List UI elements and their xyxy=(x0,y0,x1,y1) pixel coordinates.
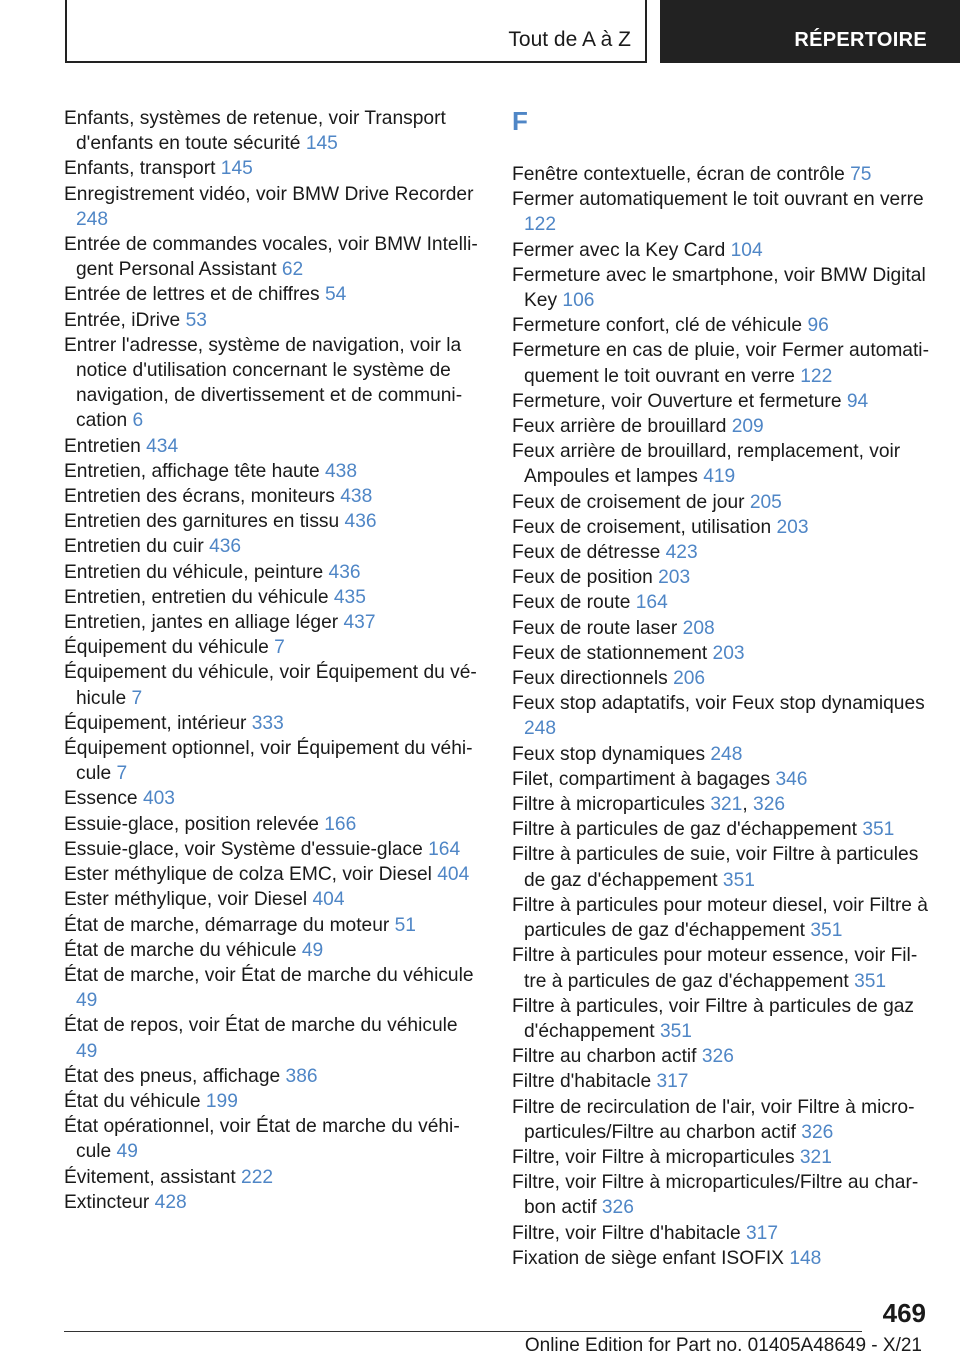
index-entry xyxy=(512,187,932,237)
index-entry-term: Feux arrière de brouillard, remplacement, voir Ampoules et lampes xyxy=(512,441,901,488)
page-reference-link[interactable]: 248 xyxy=(524,718,557,740)
index-entry-term: Filtre d'habitacle xyxy=(512,1071,652,1093)
index-entry-term: Fenêtre contextuelle, écran de contrôle xyxy=(512,164,845,185)
header-chapter-title: RÉPERTOIRE xyxy=(794,29,927,51)
index-entry xyxy=(512,263,932,313)
index-entry-term: Enregistrement vidéo, voir BMW Drive Recorder xyxy=(64,183,474,205)
index-entry-term: Entrée, iDrive xyxy=(64,309,181,331)
index-entry xyxy=(512,1095,932,1145)
index-entry-term: Feux de stationnement xyxy=(512,642,708,664)
page-reference-link[interactable]: 53 xyxy=(185,309,207,331)
index-entry-term: Enfants, transport xyxy=(64,158,216,180)
page-reference-link[interactable]: 148 xyxy=(789,1247,822,1269)
index-entry xyxy=(64,333,484,434)
page-reference-link[interactable]: 435 xyxy=(333,586,366,608)
page-reference-link[interactable]: 51 xyxy=(394,914,416,936)
index-entry xyxy=(64,156,484,181)
page-reference-link[interactable]: 321 xyxy=(710,794,743,816)
page-reference-link[interactable]: 7 xyxy=(274,637,285,659)
index-entry xyxy=(512,994,932,1044)
page-reference-link[interactable]: 326 xyxy=(601,1197,634,1219)
page-reference-link[interactable]: 203 xyxy=(712,642,745,664)
page-reference-link[interactable]: 166 xyxy=(324,813,357,835)
index-entry-term: Feux stop dynamiques xyxy=(512,743,706,765)
index-entry-term: État de marche, voir État de marche du véhicule xyxy=(64,964,474,986)
page-reference-link[interactable]: 436 xyxy=(328,561,361,583)
page-reference-link[interactable]: 351 xyxy=(722,869,755,891)
index-entry-term: Entretien, entretien du véhicule xyxy=(64,586,329,608)
page-reference-link[interactable]: 7 xyxy=(116,763,128,785)
index-entry xyxy=(512,666,932,691)
index-entry-term: Filet, compartiment à bagages xyxy=(512,768,771,790)
index-entry xyxy=(64,736,484,786)
index-entry-term: Fixation de siège enfant ISOFIX xyxy=(512,1247,784,1269)
index-entry xyxy=(64,560,484,585)
page-reference-link[interactable]: 145 xyxy=(220,158,253,180)
page-reference-link[interactable]: 438 xyxy=(340,486,373,508)
index-entry-term: Évitement, assistant xyxy=(64,1166,236,1188)
page-reference-link[interactable]: 404 xyxy=(312,889,345,911)
index-entry xyxy=(64,106,484,156)
page-reference-link[interactable]: 248 xyxy=(710,743,743,765)
index-entry-term: État des pneus, affichage xyxy=(64,1065,281,1087)
page-reference-link[interactable]: 321 xyxy=(799,1146,832,1168)
index-entry-term: Filtre à particules de gaz d'échappement xyxy=(512,819,857,841)
index-entry-term: Fermer automatiquement le toit ouvrant en verre xyxy=(512,189,924,211)
page-reference-link[interactable]: 145 xyxy=(305,133,338,155)
index-entry xyxy=(64,1114,484,1164)
page-reference-link[interactable]: 94 xyxy=(846,390,869,412)
index-entry xyxy=(64,837,484,862)
page-reference-link[interactable]: 49 xyxy=(76,990,98,1012)
footer-rule xyxy=(64,1331,862,1332)
page-reference-link[interactable]: 423 xyxy=(665,542,698,564)
index-entry xyxy=(64,534,484,559)
index-entry xyxy=(512,1246,932,1271)
page-reference-link[interactable]: 54 xyxy=(324,284,347,306)
index-entry xyxy=(64,1064,484,1089)
index-entry-term: Fermeture avec le smartphone, voir BMW Digital Key xyxy=(512,264,926,312)
page-reference-link[interactable]: 206 xyxy=(673,668,706,690)
index-entry-term: Filtre à particules, voir Filtre à particules de gaz d'échappement xyxy=(512,995,915,1042)
index-entry-term: Filtre à microparticules xyxy=(512,794,705,816)
index-entry-term: Feux arrière de brouillard xyxy=(512,416,727,438)
page-reference-link[interactable]: 208 xyxy=(682,617,715,639)
index-entry xyxy=(512,817,932,842)
page-reference-link[interactable]: 106 xyxy=(562,290,595,312)
index-entry-term: Équipement du véhicule xyxy=(64,637,269,659)
page-reference-link[interactable]: 209 xyxy=(731,416,764,438)
index-entry-term: Filtre au charbon actif xyxy=(512,1046,697,1068)
index-entry xyxy=(512,893,932,943)
index-entry-term: Ester méthylique, voir Diesel xyxy=(64,889,308,911)
index-entry-term: Entretien, affichage tête haute xyxy=(64,460,320,482)
page-reference-link[interactable]: 205 xyxy=(749,491,782,513)
page-reference-link[interactable]: 403 xyxy=(142,788,175,810)
index-entry xyxy=(512,1069,932,1094)
index-entry xyxy=(512,238,932,263)
index-entry xyxy=(512,842,932,892)
index-entry-term: Ester méthylique de colza EMC, voir Diesel xyxy=(64,864,432,886)
index-entry xyxy=(512,641,932,666)
page-reference-link[interactable]: 437 xyxy=(343,612,376,634)
index-entry-term: Feux directionnels xyxy=(512,668,668,690)
header-section-tab xyxy=(65,0,647,63)
index-entry xyxy=(512,616,932,641)
index-entry xyxy=(512,414,932,439)
index-entry-term: Feux stop adaptatifs, voir Feux stop dynamiques xyxy=(512,693,925,715)
index-entry-term: Entretien du cuir xyxy=(64,536,204,558)
footer-edition-text: Online Edition for Part no. 01405A48649 - X/21 xyxy=(524,1335,922,1356)
page-reference-link[interactable]: 199 xyxy=(205,1090,238,1112)
page-reference-link[interactable]: 104 xyxy=(730,239,763,261)
index-entry xyxy=(512,490,932,515)
page-reference-link[interactable]: 404 xyxy=(437,864,470,886)
index-entry xyxy=(512,1145,932,1170)
page-reference-link[interactable]: 419 xyxy=(703,466,736,488)
index-entry-term: État de repos, voir État de marche du véhicule xyxy=(64,1015,458,1037)
index-entry xyxy=(512,162,932,187)
index-entry-term: Feux de route xyxy=(512,592,631,614)
index-entry-term: Entretien, jantes en alliage léger xyxy=(64,612,339,634)
page-reference-link[interactable]: 7 xyxy=(131,687,143,709)
page-reference-link[interactable]: 351 xyxy=(810,920,843,942)
page-reference-link[interactable]: 438 xyxy=(325,460,358,482)
index-entry-term: Équipement du véhicule, voir Équipement du véhicule xyxy=(64,662,477,709)
page-reference-link[interactable]: 96 xyxy=(807,315,829,337)
page-reference-link[interactable]: 203 xyxy=(658,567,691,589)
page-reference-link[interactable]: 122 xyxy=(524,214,557,236)
index-entry xyxy=(64,963,484,1013)
page-reference-link[interactable]: 428 xyxy=(154,1191,187,1213)
page-reference-link[interactable]: 62 xyxy=(281,259,304,281)
page-reference-link[interactable]: 436 xyxy=(344,511,377,533)
index-entry xyxy=(64,585,484,610)
page-reference-link[interactable]: 326 xyxy=(753,794,786,816)
page-reference-link[interactable]: 351 xyxy=(659,1020,692,1042)
index-column-left xyxy=(64,106,484,1215)
page-reference-link[interactable]: 164 xyxy=(428,838,461,860)
index-entry xyxy=(64,484,484,509)
index-entry xyxy=(64,786,484,811)
page-reference-link[interactable]: 386 xyxy=(285,1065,318,1087)
index-entry xyxy=(64,1190,484,1215)
page-reference-link[interactable]: 351 xyxy=(862,819,895,841)
index-entry-term: Feux de croisement de jour xyxy=(512,491,745,513)
index-entry-term: Filtre de recirculation de l'air, voir Filtre à microparticules/Filtre au charbon actif xyxy=(512,1096,915,1143)
index-entry-term: Essence xyxy=(64,788,138,810)
index-entry-term: Entrée de lettres et de chiffres xyxy=(64,284,320,306)
index-entry: Filtre à microparticules 321, 326 xyxy=(512,794,786,816)
index-entry-term: Fermeture, voir Ouverture et fermeture xyxy=(512,390,842,412)
index-entry xyxy=(64,635,484,660)
page-reference-link[interactable]: 222 xyxy=(241,1166,274,1188)
index-entry-term: Feux de position xyxy=(512,567,653,589)
index-entry xyxy=(512,1221,932,1246)
index-entry xyxy=(512,439,932,489)
index-entry xyxy=(64,232,484,282)
index-entry xyxy=(64,711,484,736)
page-reference-link[interactable]: 49 xyxy=(76,1040,98,1062)
index-entry-term: Fermeture confort, clé de véhicule xyxy=(512,315,803,337)
page-reference-link[interactable]: 436 xyxy=(209,536,242,558)
index-entry xyxy=(64,862,484,887)
index-entry xyxy=(512,691,932,741)
index-entry xyxy=(512,767,932,792)
index-entry xyxy=(64,887,484,912)
index-entry-term: Entretien xyxy=(64,435,141,457)
page-reference-link[interactable]: 6 xyxy=(132,410,144,432)
page-reference-link[interactable]: 434 xyxy=(146,435,179,457)
index-entry xyxy=(512,1170,932,1220)
index-entry xyxy=(64,308,484,333)
index-entry xyxy=(64,610,484,635)
index-column-right xyxy=(512,106,932,1271)
index-entry xyxy=(64,660,484,710)
index-entry xyxy=(64,434,484,459)
index-entry-term: Fermeture en cas de pluie, voir Fermer automatiquement le toit ouvrant en verre xyxy=(512,340,929,387)
index-entry-term: Entretien des écrans, moniteurs xyxy=(64,486,335,508)
index-entry xyxy=(64,913,484,938)
page-reference-link[interactable]: 326 xyxy=(701,1046,734,1068)
index-entry xyxy=(64,459,484,484)
page-reference-link[interactable]: 122 xyxy=(800,365,833,387)
index-entry xyxy=(512,590,932,615)
index-entry-term: Feux de route laser xyxy=(512,617,678,639)
index-entry-term: Filtre, voir Filtre d'habitacle xyxy=(512,1222,741,1244)
header-section-title: Tout de A à Z xyxy=(508,28,631,51)
index-entry xyxy=(64,938,484,963)
index-entry xyxy=(512,943,932,993)
page-reference-link[interactable]: 333 xyxy=(251,712,284,734)
page-reference-link[interactable]: 248 xyxy=(76,208,109,230)
index-letter-heading: F xyxy=(512,106,528,136)
page-reference-link[interactable]: 351 xyxy=(854,970,887,992)
index-entry-term: État de marche, démarrage du moteur xyxy=(64,914,390,936)
header-chapter-tab xyxy=(660,0,960,63)
index-entry-term: Entrée de commandes vocales, voir BMW Intelligent Personal Assistant xyxy=(64,234,478,281)
page-reference-link[interactable]: 49 xyxy=(116,1141,138,1163)
index-entry-term: Entretien des garnitures en tissu xyxy=(64,511,340,533)
index-entry-term: Feux de croisement, utilisation xyxy=(512,516,772,538)
index-entry-term: État du véhicule xyxy=(64,1090,201,1112)
index-entry xyxy=(64,1165,484,1190)
index-entry-term: Enfants, systèmes de retenue, voir Transport d'enfants en toute sécurité xyxy=(64,108,446,155)
index-entry-term: Essuie-glace, voir Système d'essuie-glace xyxy=(64,838,423,860)
index-entry-term: Filtre, voir Filtre à microparticules xyxy=(512,1146,795,1168)
index-entries-right xyxy=(512,162,932,1271)
index-entry-term: État de marche du véhicule xyxy=(64,939,297,961)
index-entry xyxy=(64,1089,484,1114)
index-entry-term: Feux de détresse xyxy=(512,542,661,564)
index-entry xyxy=(512,565,932,590)
index-entry xyxy=(512,338,932,388)
index-entry xyxy=(512,1044,932,1069)
index-entry-term: Filtre, voir Filtre à microparticules/Filtre au charbon actif xyxy=(512,1172,919,1219)
index-entry-term: État opérationnel, voir État de marche du véhicule xyxy=(64,1116,460,1163)
page-reference-link[interactable]: 203 xyxy=(776,516,809,538)
index-entry xyxy=(64,182,484,232)
index-entry-term: Filtre à particules pour moteur essence, voir Filtre à particules de gaz d'échappement xyxy=(512,945,918,992)
page-reference-link[interactable]: 326 xyxy=(801,1121,834,1143)
index-entry-term: Entretien du véhicule, peinture xyxy=(64,561,324,583)
index-entry-term: Fermer avec la Key Card xyxy=(512,239,726,261)
page-number: 469 xyxy=(882,1298,926,1328)
page-reference-link[interactable]: 317 xyxy=(746,1222,779,1244)
page-reference-link[interactable]: 346 xyxy=(775,768,808,790)
index-entry xyxy=(512,389,932,414)
index-entry xyxy=(512,540,932,565)
index-entry-term: Filtre à particules pour moteur diesel, voir Filtre à particules de gaz d'échappement xyxy=(512,894,928,942)
index-entry xyxy=(512,515,932,540)
index-entry xyxy=(512,742,932,767)
index-entry-term: Équipement, intérieur xyxy=(64,712,247,734)
page-reference-link[interactable]: 75 xyxy=(850,164,872,185)
page-reference-link[interactable]: 49 xyxy=(301,939,324,961)
index-entry-term: Filtre à particules de suie, voir Filtre à particules de gaz d'échappement xyxy=(512,844,919,891)
page-reference-link[interactable]: 164 xyxy=(635,592,668,614)
page-reference-link[interactable]: 317 xyxy=(656,1071,689,1093)
index-entry-term: Entrer l'adresse, système de navigation, voir la notice d'utilisation concernant le système de navigation, de divertissement et de communication xyxy=(64,334,463,432)
index-entry xyxy=(512,313,932,338)
index-entry xyxy=(64,509,484,534)
index-entry-term: Extincteur xyxy=(64,1191,150,1213)
index-entry-term: Essuie-glace, position relevée xyxy=(64,813,319,835)
index-entry xyxy=(64,1013,484,1063)
index-entry-term: Équipement optionnel, voir Équipement du véhicule xyxy=(64,738,473,785)
index-entry xyxy=(64,812,484,837)
index-entry xyxy=(64,282,484,307)
